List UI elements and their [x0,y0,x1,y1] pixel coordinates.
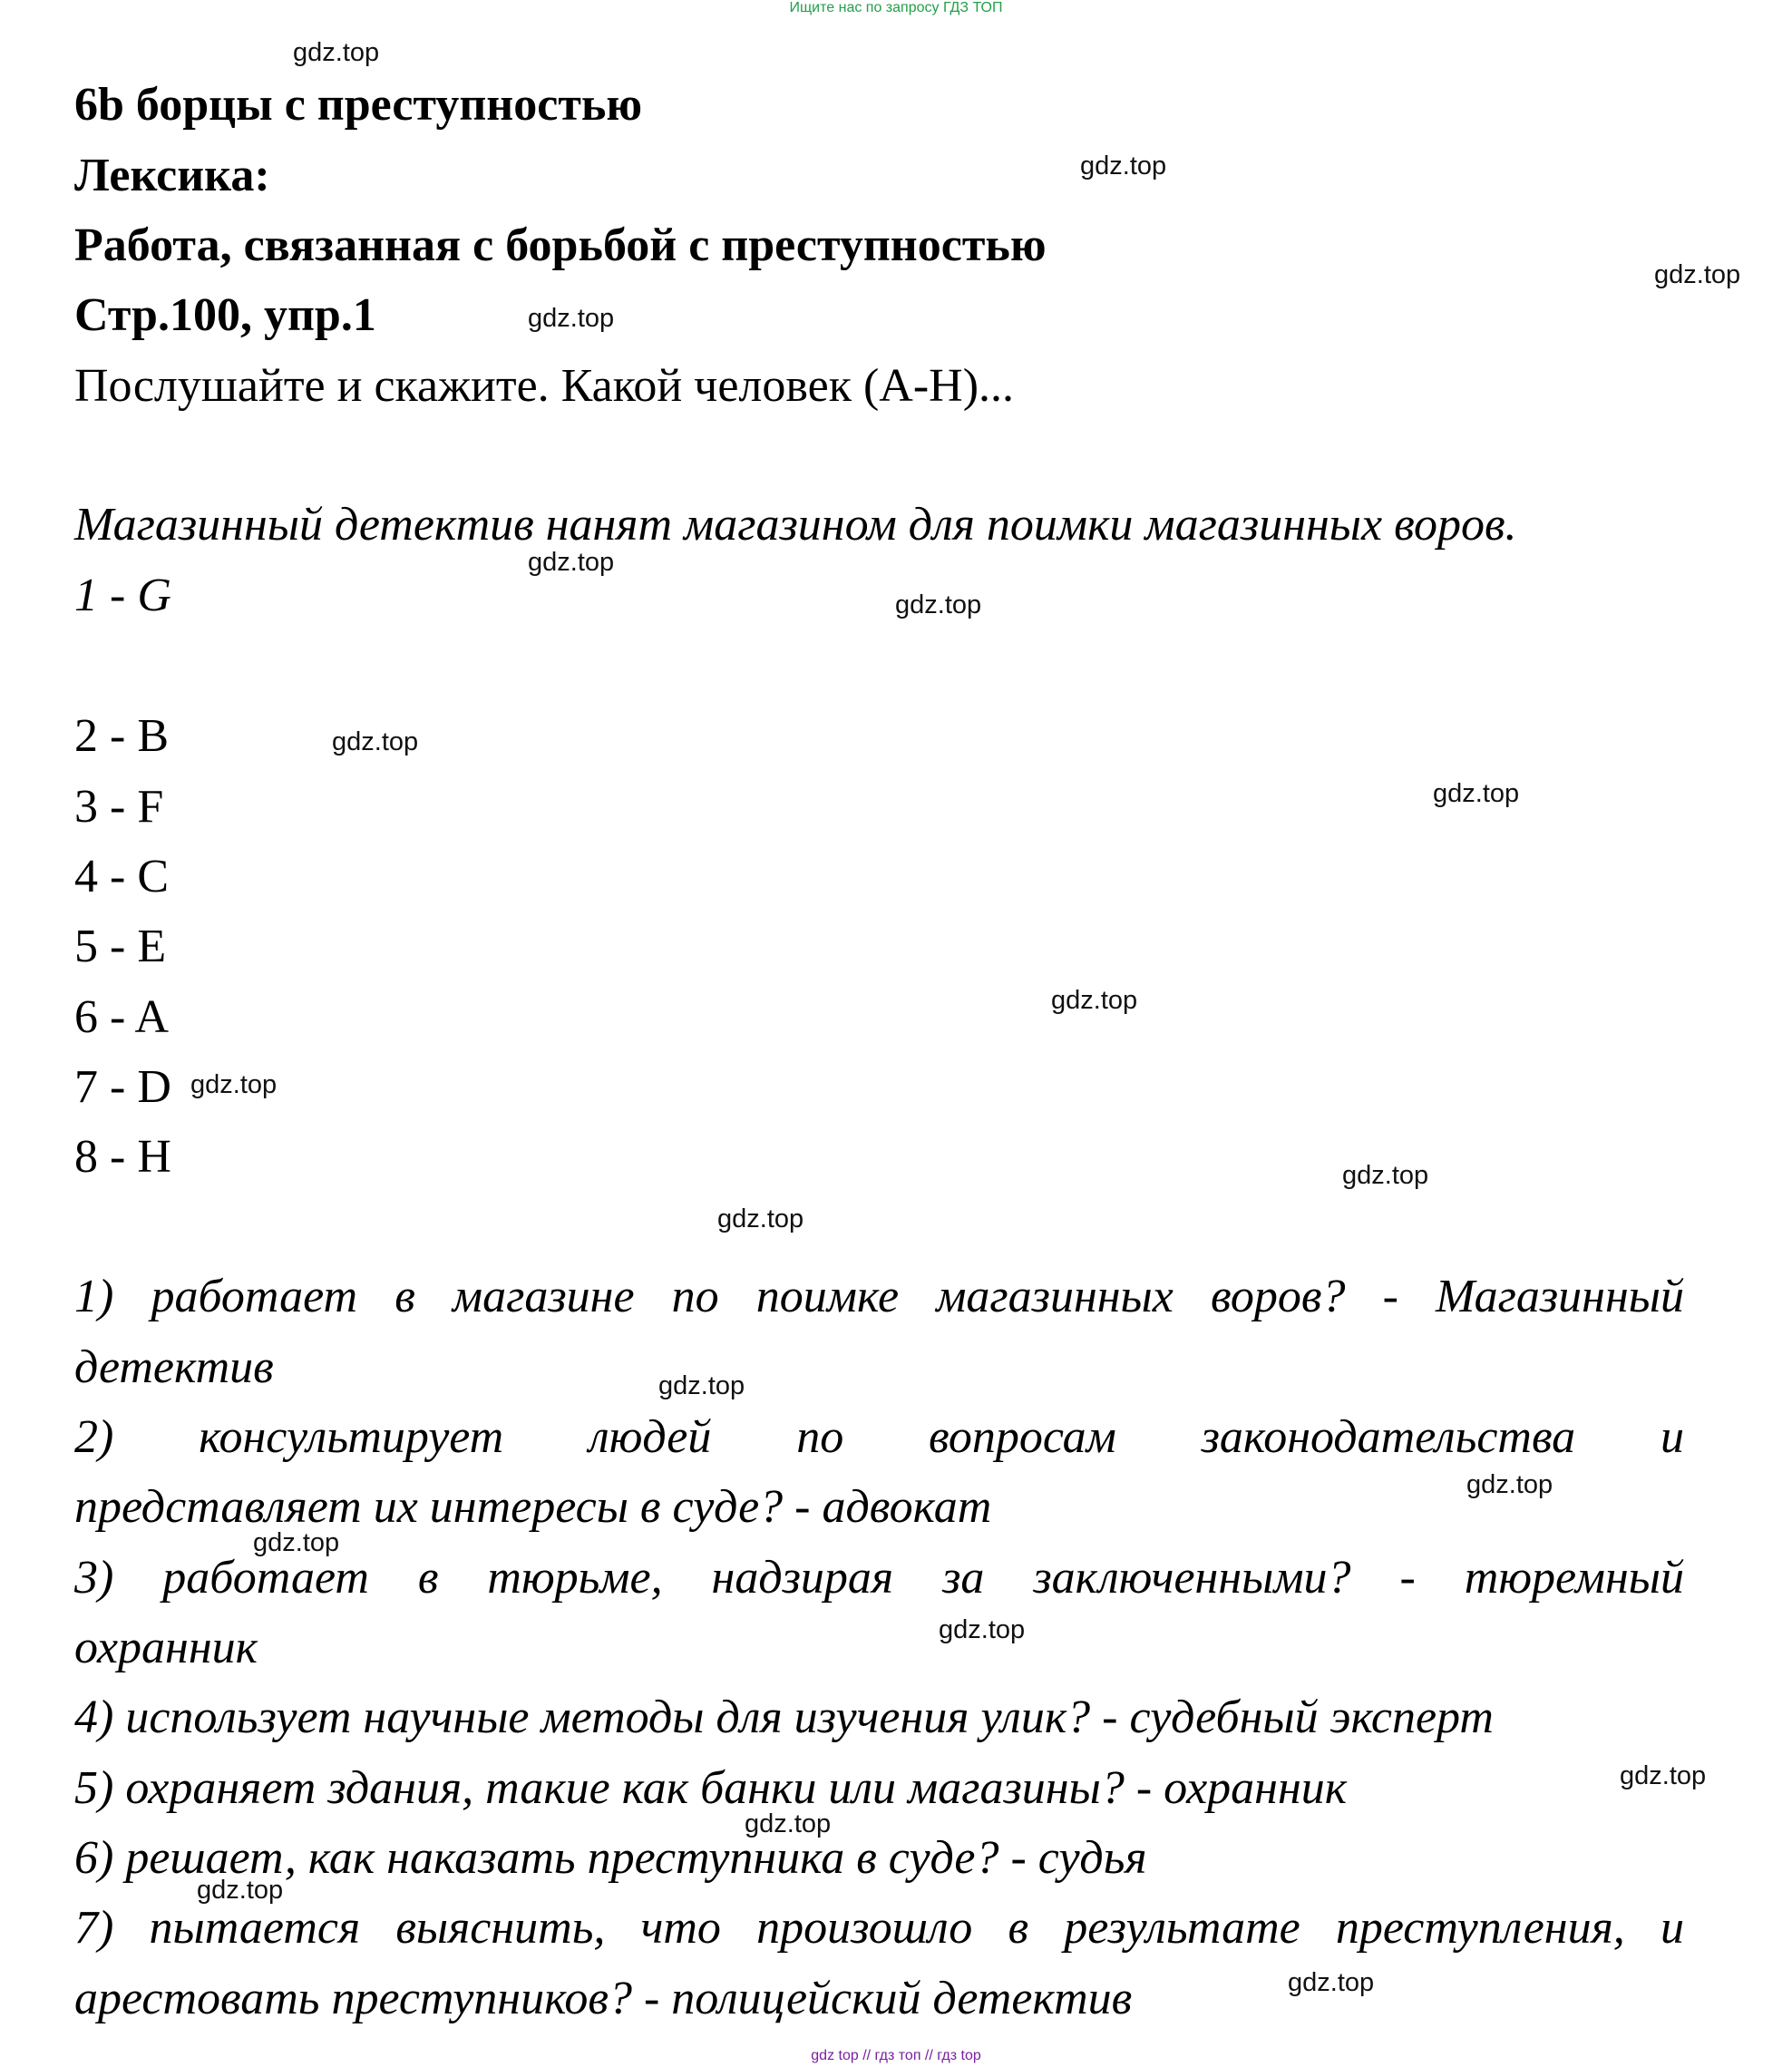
word: результате [1064,1902,1300,1954]
answer-4: 4) использует научные методы для изучения улик? - судебный эксперт [74,1692,1494,1743]
word: поимке [755,1271,900,1322]
match-item: 4 - C [74,851,169,902]
word: - [1399,1552,1416,1604]
watermark: gdz.top [658,1371,745,1400]
word: и [1660,1902,1684,1954]
word: тюрьме, [487,1552,663,1604]
word: Магазинный [1436,1271,1684,1322]
match-item: 1 - G [74,570,171,621]
answer-6: 6) решает, как наказать преступника в суде? - судья [74,1832,1147,1884]
word: 7) [74,1902,114,1954]
watermark: gdz.top [1051,986,1138,1015]
watermark: gdz.top [1433,779,1520,808]
word: заключенными? [1033,1552,1351,1604]
answer-3-line-1 [74,1552,1684,1604]
watermark: gdz.top [895,590,982,619]
word: в [1008,1902,1029,1954]
watermark: gdz.top [253,1528,340,1557]
word: - [1382,1271,1398,1322]
match-item: 3 - F [74,781,164,833]
watermark: gdz.top [528,304,615,333]
word: произошло [756,1902,973,1954]
answer-5: 5) охраняет здания, такие как банки или магазины? - охранник [74,1762,1348,1814]
word: по [671,1271,719,1322]
watermark: gdz.top [939,1615,1026,1644]
word: 3) [74,1552,114,1604]
word: магазине [452,1271,635,1322]
word: и [1660,1411,1684,1463]
watermark: gdz.top [1288,1968,1375,1997]
word: 2) [74,1411,114,1463]
answer-2-line-2: представляет их интересы в суде? - адвокат [74,1481,992,1533]
exercise-label: Стр.100, упр.1 [74,289,376,341]
match-item: 2 - B [74,710,169,762]
answer-1-line-2: детектив [74,1341,274,1393]
watermark: gdz.top [745,1809,832,1838]
word: работает [162,1552,369,1604]
word: по [796,1411,844,1463]
watermark: gdz.top [293,38,380,67]
match-item: 5 - E [74,921,167,972]
match-item: 6 - A [74,991,169,1043]
example-sentence: Магазинный детектив нанят магазином для поимки магазинных воров. [74,499,1517,551]
watermark: gdz.top [717,1204,804,1233]
match-item: 8 - H [74,1131,171,1183]
answer-2-line-1 [74,1411,1684,1463]
word: преступления, [1335,1902,1625,1954]
watermark: gdz.top [197,1876,284,1905]
word: магазинных [936,1271,1174,1322]
top-banner: Ищите нас по запросу ГДЗ ТОП [789,0,1003,15]
answer-7-line-2: арестовать преступников? - полицейский детектив [74,1973,1133,2024]
topic-title: Работа, связанная с борьбой с преступностью [74,219,1047,271]
task-instruction: Послушайте и скажите. Какой человек (A-H)... [74,360,1015,412]
word: консультирует [199,1411,504,1463]
watermark: gdz.top [190,1070,278,1099]
word: за [942,1552,985,1604]
word: работает [151,1271,358,1322]
word: тюремный [1464,1552,1684,1604]
watermark: gdz.top [1466,1470,1553,1499]
footer-links[interactable]: gdz top // гдз топ // гдз top [811,2048,981,2063]
word: 1) [74,1271,114,1322]
word: выяснить, [395,1902,606,1954]
match-item: 7 - D [74,1061,171,1113]
unit-title: 6b борцы с преступностью [74,79,643,131]
section-title: Лексика: [74,150,270,201]
word: в [417,1552,439,1604]
watermark: gdz.top [1342,1161,1429,1190]
answer-3-line-2: охранник [74,1622,258,1673]
word: пытается [149,1902,361,1954]
answer-1-line-1 [74,1273,1684,1321]
watermark: gdz.top [1654,260,1741,289]
word: людей [589,1411,712,1463]
answer-7-line-1 [74,1902,1684,1954]
word: что [640,1902,721,1954]
word: законодательства [1201,1411,1576,1463]
word: воров? [1210,1271,1346,1322]
word: в [394,1271,415,1322]
watermark: gdz.top [1620,1761,1707,1790]
watermark: gdz.top [1080,151,1167,180]
watermark: gdz.top [528,548,615,577]
watermark: gdz.top [332,727,419,756]
word: вопросам [928,1411,1116,1463]
word: надзирая [711,1552,894,1604]
